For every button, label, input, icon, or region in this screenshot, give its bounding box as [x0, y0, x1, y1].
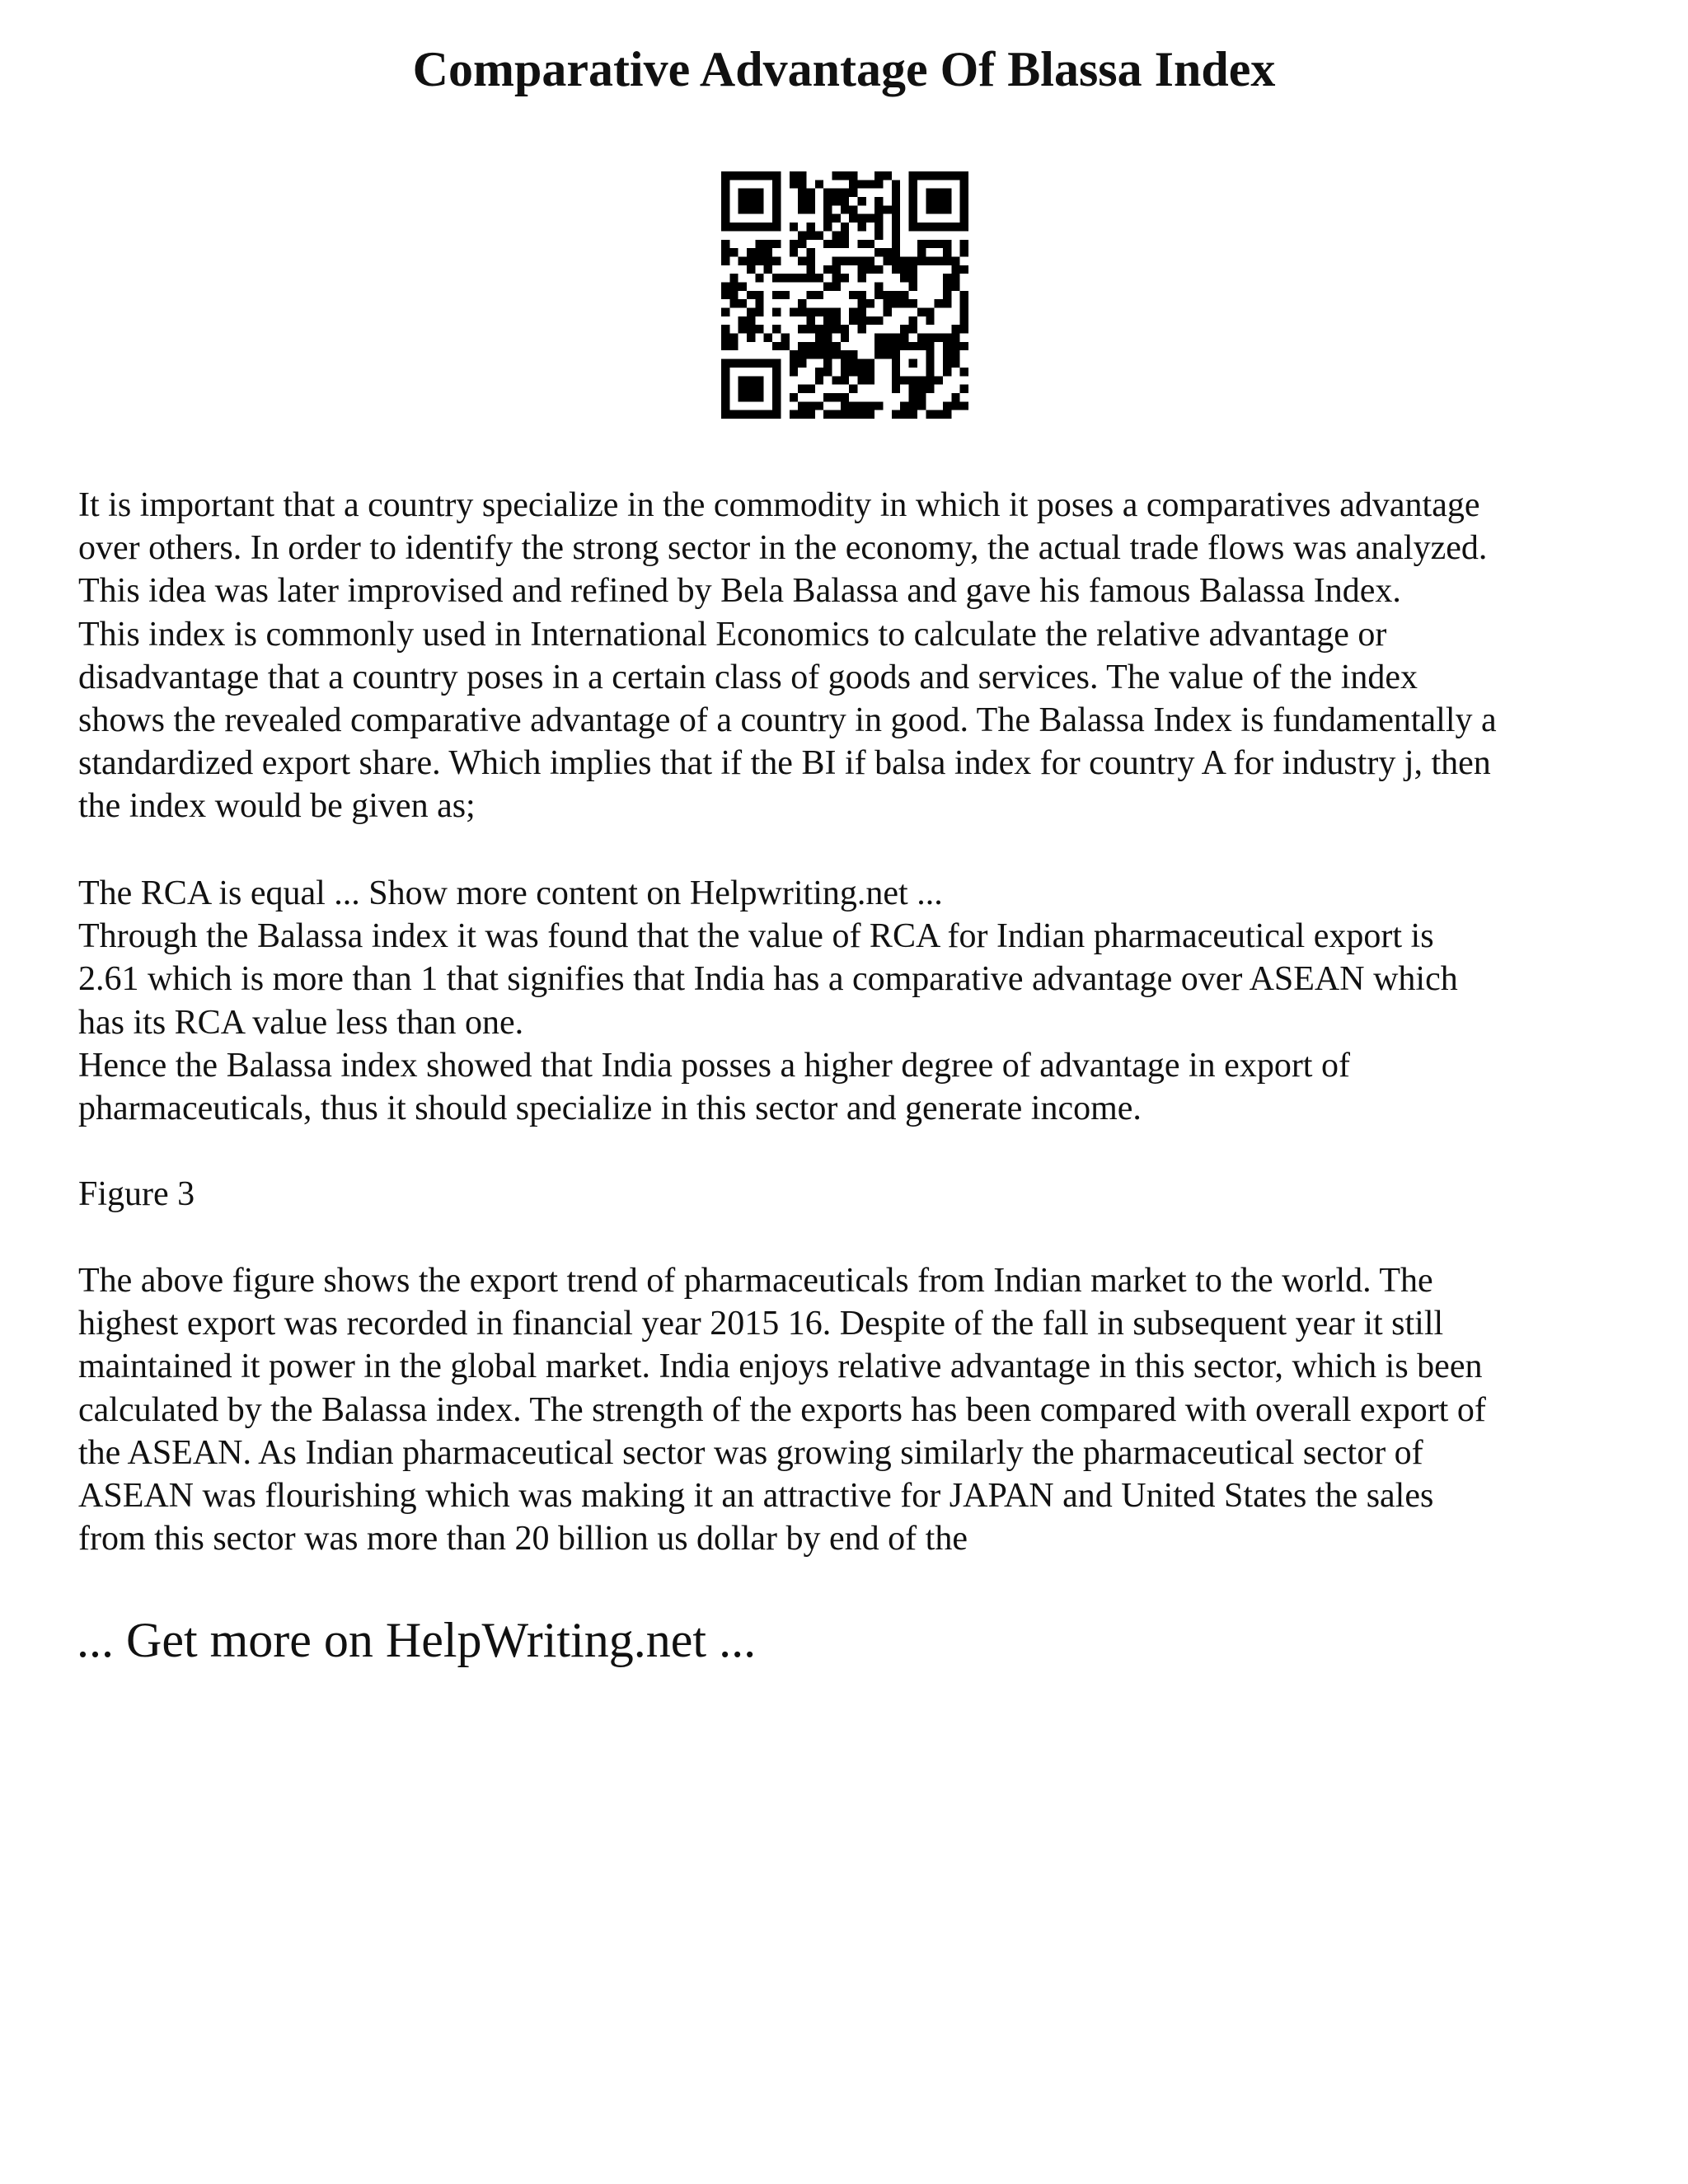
paragraph-intro [78, 484, 1628, 828]
text-line: shows the revealed comparative advantage of a country in good. The Balassa Index is fundamentally a [78, 701, 1497, 740]
page-title: Comparative Advantage Of Blassa Index [412, 42, 1276, 96]
figure-label [78, 1173, 1628, 1216]
text-line: has its RCA value less than one. [78, 1003, 524, 1042]
text-line: Hence the Balassa index showed that India posses a higher degree of advantage in export of [78, 1046, 1350, 1085]
get-more-link[interactable]: ... Get more on HelpWriting.net ... [77, 1613, 757, 1667]
text-line: standardized export share. Which implies that if the BI if balsa index for country A for industry j, then [78, 744, 1491, 783]
text-line: from this sector was more than 20 billion us dollar by end of the [78, 1520, 968, 1558]
text-line: pharmaceuticals, thus it should specialize in this sector and generate income. [78, 1090, 1142, 1128]
text-line: This idea was later improvised and refined by Bela Balassa and gave his famous Balassa Index. [78, 572, 1401, 611]
text-line: highest export was recorded in financial year 2015 16. Despite of the fall in subsequent year it still [78, 1305, 1444, 1343]
text-line: It is important that a country specialize in the commodity in which it poses a comparatives advantage [78, 486, 1480, 524]
figure-label-text: Figure 3 [78, 1175, 195, 1213]
paragraph-export-trend [78, 1259, 1628, 1560]
text-line: over others. In order to identify the strong sector in the economy, the actual trade flows was analyzed. [78, 529, 1488, 568]
text-line: The above figure shows the export trend of pharmaceuticals from Indian market to the world. The [78, 1262, 1433, 1300]
text-line: calculated by the Balassa index. The strength of the exports has been compared with overall export of [78, 1390, 1486, 1429]
text-line: This index is commonly used in International Economics to calculate the relative advantage or [78, 615, 1387, 654]
text-line: ASEAN was flourishing which was making it an attractive for JAPAN and United States the sales [78, 1477, 1434, 1516]
text-line: 2.61 which is more than 1 that signifies that India has a comparative advantage over ASEAN which [78, 960, 1458, 999]
text-line: Through the Balassa index it was found that the value of RCA for Indian pharmaceutical export is [78, 917, 1434, 956]
paragraph-rca [78, 872, 1628, 1130]
text-line: the index would be given as; [78, 787, 476, 826]
text-line: the ASEAN. As Indian pharmaceutical sector was growing similarly the pharmaceutical sector of [78, 1433, 1423, 1472]
text-line: maintained it power in the global market. India enjoys relative advantage in this sector, which is been [78, 1347, 1483, 1386]
qr-code-icon[interactable] [721, 171, 968, 419]
text-line: disadvantage that a country poses in a certain class of goods and services. The value of the index [78, 658, 1418, 696]
text-line: The RCA is equal ... Show more content on Helpwriting.net ... [78, 874, 943, 912]
